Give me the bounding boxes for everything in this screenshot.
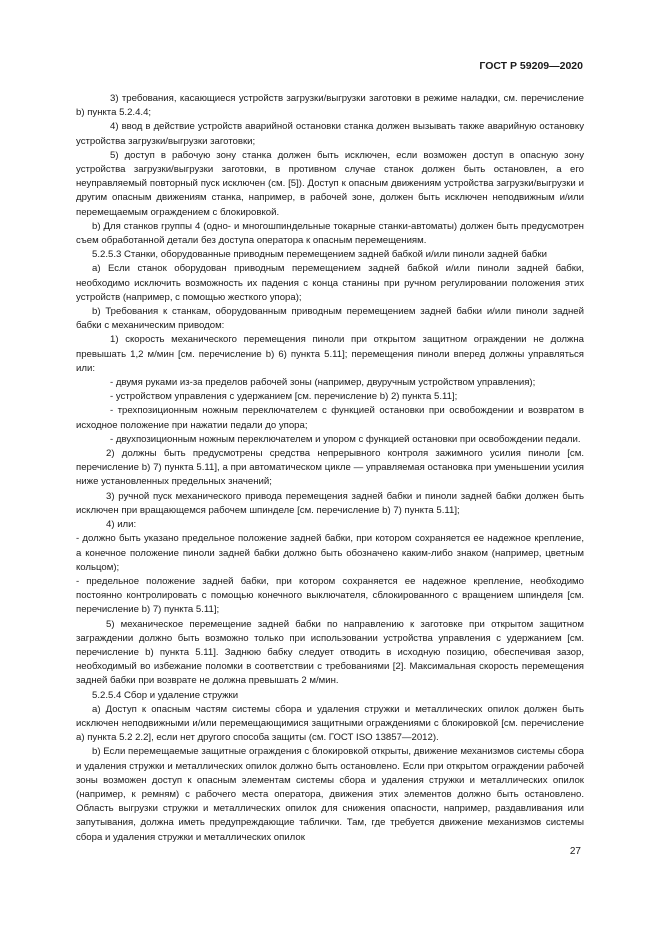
paragraph: b) Если перемещаемые защитные ограждения с блокировкой открыты, движение механизмов системы сбора и удаления стружки и металлических опилок должно быть остановлено. Если при открытом ограждении рабочей зоны возможен доступ к опасным элементам системы сбора и удаления стружки и металлических опилок (например, к ремням) с рабочего места оператора, движения этих элементов должно быть остановлено. Область выгрузки стружки и металлических опилок для снижения опасности, например, раздавливания или запутывания, должна иметь предупреждающие таблички. Там, где требуется движение механизмов системы сбора и удаления стружки и металлических опилок [76,746,584,843]
section-heading: 5.2.5.3 Станки, оборудованные приводным перемещением задней бабкой и/или пиноли задней бабки [92,249,547,261]
paragraph: 3) требования, касающиеся устройств загрузки/выгрузки заготовки в режиме наладки, см. перечисление b) пункта 5.2.4.4; [76,93,584,119]
paragraph: 5) доступ в рабочую зону станка должен быть исключен, если возможен доступ в опасную зону устройства загрузки/выгрузки заготовки, в противном случае станок должен быть остановлен, а его неуправляемый повторный пуск исключен (см. [5]). Доступ к опасным движениям устройства загрузки/выгрузки и другим опасным движениям станка, например, в рабочей зоне, должен быть исключен неподвижным и/или перемещаемым ограждением с блокировкой. [76,149,584,218]
paragraph: 4) ввод в действие устройств аварийной остановки станка должен вызывать также аварийную остановку устройства загрузки/выгрузки заготовки; [76,121,584,147]
list-item: - трехпозиционным ножным переключателем с функцией остановки при освобождении и возвратом в исходное положение при нажатии педали до упора; [76,405,584,431]
paragraph: b) Для станков группы 4 (одно- и многошпиндельные токарные станки-автоматы) должен быть предусмотрен съем обработанной детали без доступа оператора к опасным перемещениям. [76,220,584,247]
paragraph: a) Если станок оборудован приводным перемещением задней бабкой и/или пиноли задней бабки, необходимо исключить возможность их падения с конца станины при ручном регулировании положения этих устройств (например, с помощью жесткого упора); [76,263,584,303]
section-heading: 5.2.5.4 Сбор и удаление стружки [92,689,239,701]
paragraph: 3) ручной пуск механического привода перемещения задней бабки и пиноли задней бабки должен быть исключен при вращающемся рабочем шпинделе [см. перечисление b) 7) пункта 5.11]; [76,490,584,516]
paragraph: 2) должны быть предусмотрены средства непрерывного контроля зажимного усилия пиноли [см. перечисление b) 7) пункта 5.11], а при автоматическом цикле — управляемая остановка при уменьшении усилия ниже установленных предельных значений; [76,448,584,488]
paragraph: a) Доступ к опасным частям системы сбора и удаления стружки и металлических опилок должен быть исключен неподвижными и/или перемещающимися защитными ограждениями с блокировкой [см. перечисление a) пункта 5.2 2.2], если нет другого способа защиты (см. ГОСТ ISO 13857—2012). [76,703,584,744]
paragraph: b) Требования к станкам, оборудованным приводным перемещением задней бабки и/или пиноли задней бабки с механическим приводом: [76,306,584,332]
paragraph: 1) скорость механического перемещения пиноли при открытом защитном ограждении не должна превышать 1,2 м/мин [см. перечисление b) 6) пункта 5.11]; перемещения пиноли вперед должны управляться или: [76,334,584,374]
list-item: - двухпозиционным ножным переключателем и упором с функцией остановки при освобождении педали. [110,433,581,445]
list-item: - двумя руками из-за пределов рабочей зоны (например, двуручным устройством управления); [110,377,536,389]
standard-header: ГОСТ Р 59209—2020 [479,60,583,72]
paragraph: 4) или: [106,519,137,531]
list-item: - устройством управления с удержанием [см. перечисление b) 2) пункта 5.11]; [110,391,458,403]
list-item: - предельное положение задней бабки, при котором сохраняется ее надежное крепление, необходимо постоянно контролировать с помощью конечного выключателя, сблокированного с вращением шпинделя [см. перечисление b) 7) пункта 5.11]; [76,575,584,616]
list-item: - должно быть указано предельное положение задней бабки, при котором сохраняется ее надежное крепление, а конечное положение пиноли задней бабки должно быть обозначено каким-либо знаком (например, цветным кольцом); [76,533,584,573]
page-number: 27 [569,846,581,857]
paragraph: 5) механическое перемещение задней бабки по направлению к заготовке при открытом защитном заграждении должно быть возможно только при использовании устройства управления с удержанием [см. перечисление b) пункта 5.11]. Заднюю бабку следует отводить в исходную позицию, обеспечивая зазор, необходимый во избежание поломки в соответствии с требованиями [2]. Максимальная скорость перемещения задней бабки при возврате не должна превышать 2 м/мин. [76,618,584,687]
document-body [76,92,584,845]
